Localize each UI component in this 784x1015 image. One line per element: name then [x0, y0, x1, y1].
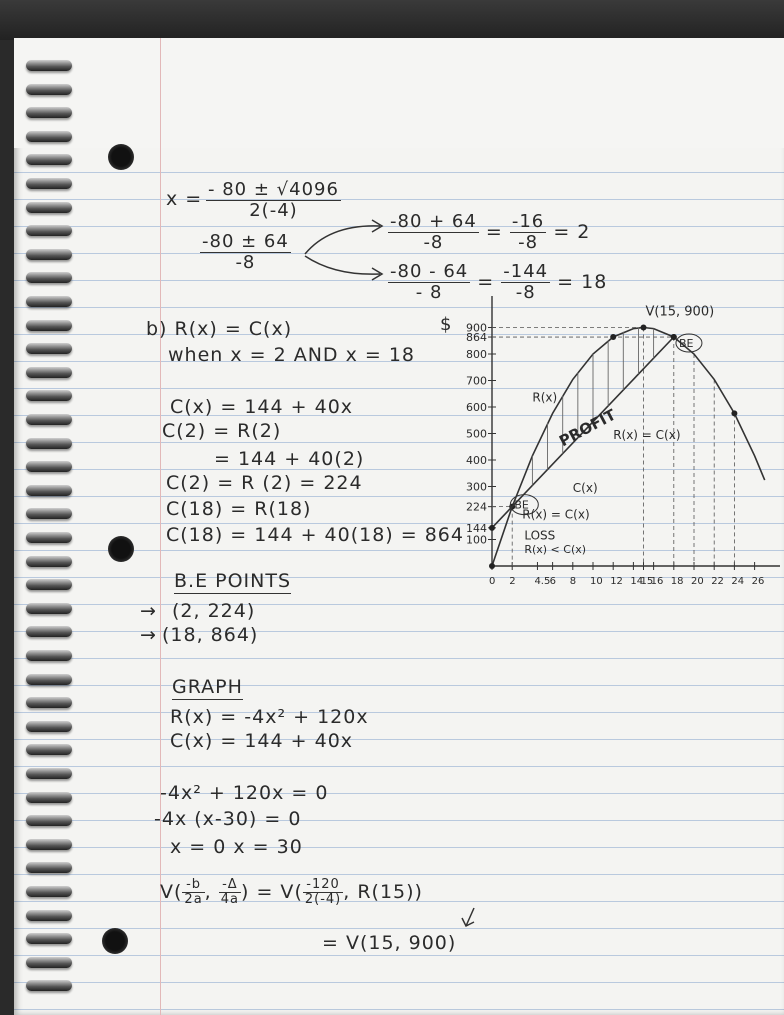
punch-hole [108, 144, 134, 170]
y-tick-label: 864 [466, 331, 487, 345]
vertex-frac1-num: -b [182, 878, 204, 893]
part-b-line2: when x = 2 AND x = 18 [168, 344, 416, 366]
loss-condition-label: R(x) < C(x) [524, 542, 587, 556]
x-tick-label: 15 [640, 576, 654, 587]
spiral-coil [26, 296, 72, 307]
spiral-coil [26, 697, 72, 708]
minus-numerator: -80 - 64 [390, 261, 469, 282]
graph-title: GRAPH [172, 676, 243, 698]
cost-function-2: C(x) = 144 + 40x [170, 730, 354, 752]
plus-numerator: -80 + 64 [390, 211, 477, 232]
y-tick-label: 224 [466, 500, 487, 514]
y-tick-label: 900 [466, 321, 487, 335]
plus-denominator: -8 [423, 232, 444, 253]
spiral-coil [26, 485, 72, 496]
spiral-coil [26, 792, 72, 803]
spiral-coil [26, 839, 72, 850]
roots-values: x = 0 x = 30 [170, 836, 303, 858]
spiral-coil [26, 933, 72, 944]
c2-equals-r2: C(2) = R(2) [162, 420, 282, 442]
data-point [489, 563, 495, 569]
spiral-coil [26, 414, 72, 425]
spiral-coil [26, 957, 72, 968]
roots-equation: -4x² + 120x = 0 [160, 782, 329, 804]
plus-mid-numerator: -16 [511, 211, 545, 232]
y-tick-label: 600 [466, 401, 487, 414]
spiral-coil [26, 674, 72, 685]
x-tick-label: 24 [731, 576, 745, 587]
plus-result: = 2 [553, 221, 591, 243]
x-tick-label: 6 [549, 576, 556, 587]
cost-function: C(x) = 144 + 40x [170, 396, 354, 418]
spiral-coil [26, 768, 72, 779]
spiral-coil [26, 815, 72, 826]
spiral-coil [26, 84, 72, 95]
data-point [671, 334, 677, 340]
break-even-label: BE [514, 498, 529, 512]
c18-result: C(18) = 144 + 40(18) = 864 [166, 524, 464, 546]
intersection-label: R(x) = C(x) [613, 427, 681, 442]
spiral-coil [26, 178, 72, 189]
vertex-result: = V(15, 900) [322, 932, 457, 954]
spiral-coil [26, 461, 72, 472]
spiral-coil [26, 862, 72, 873]
minus-mid-denominator: -8 [515, 282, 536, 303]
c2-result: C(2) = R (2) = 224 [166, 472, 363, 494]
break-even-label: BE [678, 337, 694, 351]
x-tick-label: 22 [711, 576, 724, 587]
y-tick-label: 500 [466, 427, 487, 441]
part-b-line1: b) R(x) = C(x) [146, 318, 293, 340]
vertex-v: V [160, 881, 174, 903]
spiral-binding [26, 60, 78, 1010]
spiral-coil [26, 721, 72, 732]
x-tick-label: 12 [610, 576, 623, 587]
x-tick-label: 14 [630, 576, 644, 587]
loss-label: LOSS [524, 528, 556, 543]
spiral-coil [26, 744, 72, 755]
spiral-coil [26, 886, 72, 897]
be-arrow-1: → [140, 600, 157, 622]
x-tick-label: 16 [650, 576, 664, 587]
spiral-coil [26, 320, 72, 331]
vertex-frac2-den: 4a [220, 892, 240, 907]
x-tick-label: 2 [509, 576, 516, 587]
vertex-r15: , R(15) [343, 881, 415, 903]
factored-equation: -4x (x-30) = 0 [154, 808, 302, 830]
be-point-2: (18, 864) [162, 624, 259, 646]
vertex-formula: V( $\frac{-b}{2a}$ , $\frac{-\Delta}{4a}$ ) = V( $\frac{-120}{2(-4)}$ , R(15)) [160, 877, 423, 907]
data-point [641, 325, 647, 331]
be-arrow-2: → [140, 624, 157, 646]
y-tick-label: 100 [466, 533, 487, 547]
vertex-frac3-den: 2(-4) [304, 892, 342, 907]
spiral-coil [26, 390, 72, 401]
y-tick-label: 800 [466, 348, 487, 361]
x-tick-label: 4.5 [534, 576, 551, 587]
punch-hole [102, 928, 128, 954]
y-tick-label: 400 [466, 454, 487, 467]
c2-substitution: = 144 + 40(2) [214, 448, 365, 470]
x-tick-label: 0 [489, 576, 496, 587]
spiral-coil [26, 626, 72, 637]
y-axis-label: $ [440, 314, 452, 335]
spiral-coil [26, 556, 72, 567]
data-point [610, 334, 616, 340]
quadratic-denominator: 2(-4) [249, 200, 298, 221]
page-header-area [14, 38, 784, 148]
spiral-coil [26, 650, 72, 661]
revenue-function: R(x) = -4x² + 120x [170, 706, 369, 728]
minus-denominator: - 8 [415, 282, 443, 303]
x-tick-label: 20 [691, 576, 704, 587]
vertex-frac1-den: 2a [184, 892, 203, 907]
x-tick-label: 10 [590, 576, 603, 587]
margin-line [160, 38, 161, 1015]
punch-hole [108, 536, 134, 562]
branch-arrows [300, 214, 390, 284]
be-points-title: B.E POINTS [174, 570, 292, 592]
spiral-coil [26, 131, 72, 142]
spiral-coil [26, 438, 72, 449]
spiral-coil [26, 579, 72, 590]
spiral-coil [26, 980, 72, 991]
y-tick-label: 144 [466, 521, 487, 535]
spiral-coil [26, 249, 72, 260]
spiral-coil [26, 910, 72, 921]
quadratic-line2 [200, 232, 291, 273]
intersection-label: R(x) = C(x) [522, 507, 590, 522]
quadratic-numerator: - 80 ± √4096 [208, 179, 339, 200]
spiral-coil [26, 60, 72, 71]
spiral-coil [26, 202, 72, 213]
spiral-coil [26, 532, 72, 543]
cost-line-label: C(x) [572, 480, 598, 495]
revenue-curve-label: R(x) [532, 390, 558, 405]
minus-result: = 18 [557, 271, 608, 293]
scanner-background [0, 0, 784, 40]
minus-mid-numerator: -144 [503, 261, 549, 282]
c18-equals-r18: C(18) = R(18) [166, 498, 312, 520]
break-even-graph [420, 290, 784, 600]
spiral-coil [26, 272, 72, 283]
vertex-frac3-num: -120 [303, 878, 343, 893]
be-point-1: (2, 224) [172, 600, 256, 622]
minus-branch: $\frac{-80 - 64}{- 8}$ = $\frac{-144}{-8}$ = 18 [390, 261, 608, 303]
quadratic-line2-denominator: -8 [235, 252, 256, 273]
spiral-coil [26, 603, 72, 614]
vertex-annotation: V(15, 900) [645, 304, 715, 320]
data-point [731, 410, 737, 416]
spiral-coil [26, 107, 72, 118]
plus-mid-denominator: -8 [518, 232, 539, 253]
x-tick-label: 18 [670, 576, 684, 587]
vertex-equals: = V [256, 881, 295, 903]
spiral-coil [26, 367, 72, 378]
plus-branch: $\frac{-80 + 64}{-8}$ = $\frac{-16}{-8}$ = 2 [390, 211, 591, 253]
y-tick-label: 300 [466, 480, 487, 494]
data-point [489, 525, 495, 531]
x-tick-label: 8 [569, 576, 577, 587]
vertex-arrow [460, 906, 480, 930]
vertex-frac2-num: -Δ [219, 878, 241, 893]
y-tick-label: 700 [466, 374, 487, 388]
spiral-coil [26, 508, 72, 519]
spiral-coil [26, 343, 72, 354]
x-tick-label: 26 [751, 576, 765, 587]
profit-label: PROFIT [556, 405, 619, 451]
quadratic-x-label: x = [166, 188, 203, 210]
spiral-coil [26, 154, 72, 165]
spiral-coil [26, 225, 72, 236]
quadratic-line2-numerator: -80 ± 64 [202, 231, 289, 252]
